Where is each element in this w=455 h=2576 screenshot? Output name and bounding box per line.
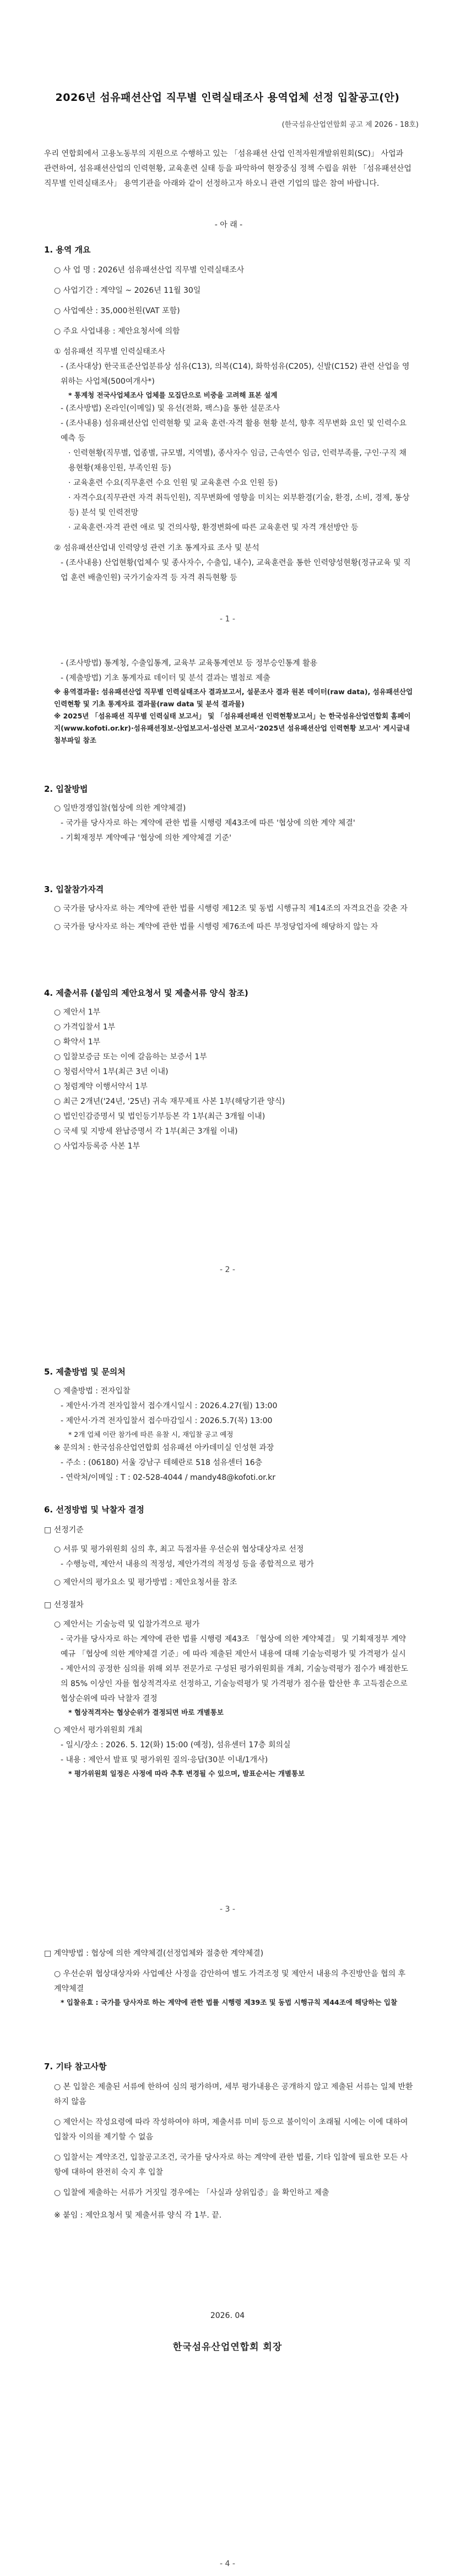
document-item: ○ 청렴계약 이행서약서 1부: [54, 1082, 148, 1091]
note-item: ○ 입찰에 제출하는 서류가 거짓일 경우에는 「사실과 상위입증」을 확인하고 제출: [54, 2188, 329, 2197]
bid-method-item: - 국가를 당사자로 하는 계약에 관한 법률 시행령 제43조에 따른 '협상에 의한 계약 체결': [61, 819, 355, 828]
issuer-signature: 한국섬유산업연합회 회장: [172, 2342, 283, 2353]
contract-item: ○ 우선순위 협상대상자와 사업예산 사정을 감안하여 별도 가격조정 및 제안서 내용의 추진방안을 협의 후 계약체결: [54, 1969, 406, 1993]
submission-item: - 제안서·가격 전자입찰서 접수개시일시 : 2026.4.27(월) 13:00: [61, 1402, 278, 1410]
section-4: [44, 986, 413, 1154]
document-item: ○ 국세 및 지방세 완납증명서 각 1부(최근 3개월 이내): [54, 1127, 238, 1136]
page-2: [0, 634, 455, 1285]
overview-item: ○ 주요 사업내용 : 제안요청서에 의함: [54, 327, 180, 336]
sub-2-title: ② 섬유패션산업내 인력양성 관련 기초 통계자료 조사 및 분석: [54, 544, 259, 552]
document-item: ○ 법인인감증명서 및 법인등기부등본 각 1부(최근 3개월 이내): [54, 1112, 266, 1121]
document-item: ○ 입찰보증금 또는 이에 갈음하는 보증서 1부: [54, 1053, 207, 1061]
page-number: - 3 -: [220, 1905, 235, 1914]
cont-line: ※ 2025년 「섬유패션 직무별 인력실태 보고서」 및 「섬유패션패션 인력현황보고서」는 한국섬유산업연합회 홈페이지(www.kofoti.or.kr)·섬유패션정보·산업보고서·섬산련 보고서·'2025년 섬유패션산업 인력현황 보고서' 게시글내 첨부파일 참조: [54, 712, 411, 744]
sub-1-line: · 인력현황(직무별, 업종별, 규모별, 지역별), 종사자수 임금, 근속연수 임금, 인력부족률, 구인·구직 채용현황(채용인원, 부족인원 등): [68, 449, 407, 473]
sub-1-line: · 교육훈련 수요(직무훈련 수요 인원 및 교육훈련 수요 인원 등): [68, 479, 278, 487]
intro-paragraph: 우리 연합회에서 고용노동부의 지원으로 수행하고 있는 「섬유패션 산업 인적자원개발위원회(SC)」 사업과 관련하여, 섬유패션산업의 인력현황, 교육훈련 실태 등을 파악하여 현장중심 정책 수립을 위한 「섬유패션산업 직무별 인력실태조사」 용역기관을 아래와 같이 선정하고자 하오니 관련 기업의 많은 참여 바랍니다.: [44, 149, 411, 188]
section-1-title: 1. 용역 개요: [44, 245, 91, 255]
section-3: [44, 882, 413, 935]
document-item: ○ 청렴서약서 1부(최근 3년 이내): [54, 1067, 169, 1076]
criteria-item: ○ 서류 및 평가위원회 심의 후, 최고 득점자를 우선순위 협상대상자로 선정: [54, 1545, 304, 1554]
overview-item: ○ 사업예산 : 35,000천원(VAT 포함): [54, 307, 180, 315]
section-6: [44, 1502, 413, 1780]
submission-item: * 2개 업체 이란 참가에 따른 유찰 시, 재입찰 공고 예정: [68, 1430, 234, 1439]
criteria-item: ○ 제안서의 평가요소 및 평가방법 : 제안요청서를 참조: [54, 1578, 237, 1587]
section-2: [44, 782, 413, 846]
contract-method-title: □ 계약방법 : 협상에 의한 계약체결(선정업체와 절충한 계약체결): [44, 1949, 264, 1958]
page-3: [0, 1285, 455, 1924]
document-item: ○ 가격입찰서 1부: [54, 1023, 116, 1032]
section-6-title: 6. 선정방법 및 낙찰자 결정: [44, 1505, 144, 1515]
note-item: ○ 입찰서는 계약조건, 입찰공고조건, 국가를 당사자로 하는 계약에 관한 법률, 기타 입찰에 필요한 모든 사항에 대하여 완전히 숙지 후 입찰: [54, 2153, 408, 2177]
submission-item: - 연락처/이메일 : T : 02-528-4044 / mandy48@kofoti.or.kr: [61, 1473, 275, 1482]
section-3-title: 3. 입찰참가자격: [44, 884, 104, 894]
page-number: - 4 -: [220, 2559, 235, 2568]
contract-item: * 입찰유효 : 국가를 당사자로 하는 계약에 관한 법률 시행령 제39조 및 동법 시행규칙 제44조에 해당하는 입찰: [61, 1998, 398, 2006]
bid-method-item: - 기획재정부 계약예규 '협상에 의한 계약체결 기준': [61, 834, 231, 842]
cont-line: ※ 용역결과물: 섬유패션산업 직무별 인력실태조사 결과보고서, 설문조사 결과 원본 데이터(raw data), 섬유패션산업 인력현황 및 기초 통계자료 결과물(raw data 및 분석 결과물): [54, 688, 413, 708]
sub-1-line: * 통계청 전국사업체조사 업체를 모집단으로 비중을 고려해 표본 설계: [68, 391, 278, 399]
document-title: 2026년 섬유패션산업 직무별 인력실태조사 용역업체 선정 입찰공고(안): [55, 92, 400, 104]
document-item: ○ 확약서 1부: [54, 1038, 101, 1046]
document-item: ○ 제안서 1부: [54, 1008, 101, 1017]
selection-process-title: □ 선정절차: [44, 1601, 84, 1609]
section-7: [44, 2059, 413, 2223]
sub-1-line: - (조사방법) 온라인(이메일) 및 유선(전화, 팩스)을 통한 설문조사: [61, 404, 280, 413]
submission-item: ※ 문의처 : 한국섬유산업연합회 섬유패션 아카데미실 인성현 과장: [54, 1443, 274, 1452]
sub-1-line: - (조사내용) 섬유패션산업 인력현황 및 교육 훈련·자격 활용 현황 분석, 향후 직무변화 요인 및 인력수요 예측 등: [61, 419, 407, 443]
sub-1-title: ① 섬유패션 직무별 인력실태조사: [54, 347, 165, 356]
notice-number: (한국섬유산업연합회 공고 제 2026 - 18호): [281, 121, 419, 129]
section-2-title: 2. 입찰방법: [44, 784, 88, 794]
sub-1-line: · 자격수요(직무관련 자격 취득인원), 직무변화에 영향을 미치는 외부환경(기술, 환경, 소비, 경제, 통상 등) 분석 및 인력전망: [68, 493, 410, 517]
process-item: - 일시/장소 : 2026. 5. 12(화) 15:00 (예정), 섬유센터 17층 회의실: [61, 1741, 291, 1749]
process-item: * 평가위원회 일정은 사정에 따라 추후 변경될 수 있으며, 발표순서는 개별통보: [68, 1769, 305, 1778]
process-item: ○ 제안서 평가위원회 개최: [54, 1726, 143, 1735]
cont-line: - (제출방법) 기초 통계자료 데이터 및 분석 결과는 별첨로 제출: [61, 674, 270, 683]
process-item: ○ 제안서는 기술능력 및 입찰가격으로 평가: [54, 1620, 200, 1629]
attachment-note: ※ 붙임 : 제안요청서 및 제출서류 양식 각 1부. 끝.: [54, 2211, 222, 2220]
section-7-title: 7. 기타 참고사항: [44, 2062, 107, 2071]
page-number: - 1 -: [220, 615, 235, 624]
submission-item: ○ 제출방법 : 전자입찰: [54, 1387, 131, 1396]
page-number: - 2 -: [220, 1265, 235, 1274]
process-item: * 협상적격자는 협상순위가 결정되면 바로 개별통보: [68, 1708, 224, 1716]
cont-line: - (조사방법) 통계청, 수출입통계, 교육부 교육통계연보 등 정부승인통계 활용: [61, 659, 318, 668]
section-5: [44, 1365, 413, 1485]
submission-item: - 주소 : (06180) 서울 강남구 테헤란로 518 섬유센터 16층: [61, 1458, 263, 1467]
section-4-title: 4. 제출서류 (붙임의 제안요청서 및 제출서류 양식 참조): [44, 988, 248, 998]
sub-1-line: · 교육훈련·자격 관련 애로 및 건의사항, 환경변화에 따른 교육훈련 및 자격 개선방안 등: [68, 523, 359, 532]
overview-item: ○ 사 업 명 : 2026년 섬유패션산업 직무별 인력실태조사: [54, 266, 245, 275]
section-1: [44, 243, 413, 586]
submission-item: - 제안서·가격 전자입찰서 접수마감일시 : 2026.5.7(목) 13:00: [61, 1416, 273, 1425]
criteria-item: - 수행능력, 제안서 내용의 적정성, 제안가격의 적정성 등을 종합적으로 평가: [61, 1560, 314, 1569]
document-item: ○ 최근 2개년('24년, '25년) 귀속 재무제표 사본 1부(해당기관 양식): [54, 1097, 285, 1106]
selection-criteria-title: □ 선정기준: [44, 1526, 84, 1534]
section-5-title: 5. 제출방법 및 문의처: [44, 1367, 126, 1377]
section-1-continued: [44, 656, 413, 747]
page-4: [0, 1924, 455, 2576]
process-item: - 제안서의 공정한 심의를 위해 외부 전문가로 구성된 평가위원회를 개최, 기술능력평가 점수가 배점한도의 85% 이상인 자를 협상적격자로 선정하고, 기술능력평가 및 가격평가 점수를 합산한 후 고득점순으로 협상순위에 따라 낙찰자 결정: [61, 1665, 408, 1703]
page-1: [0, 0, 455, 634]
note-item: ○ 본 입찰은 제출된 서류에 한하여 심의 평가하며, 세부 평가내용은 공개하지 않고 제출된 서류는 일체 반환하지 않음: [54, 2083, 413, 2106]
sub-1-line: - (조사대상) 한국표준산업분류상 섬유(C13), 의복(C14), 화학섬유(C205), 신발(C152) 관련 산업을 영위하는 사업체(500여개사*): [61, 362, 410, 386]
process-item: - 내용 : 제안서 발표 및 평가위원 질의·응답(30분 이내/1개사): [61, 1756, 268, 1764]
announcement-date: 2026. 04: [210, 2311, 245, 2320]
contract-method: [44, 1946, 413, 2009]
qualification-item: ○ 국가를 당사자로 하는 계약에 관한 법률 시행령 제12조 및 동법 시행규칙 제14조의 자격요건을 갖춘 자: [54, 904, 408, 913]
overview-item: ○ 사업기간 : 계약일 ~ 2026년 11월 30일: [54, 286, 201, 295]
qualification-item: ○ 국가를 당사자로 하는 계약에 관한 법률 시행령 제76조에 따른 부정당업자에 해당하지 않는 자: [54, 922, 378, 931]
sub-2-line: - (조사내용) 산업현황(업체수 및 종사자수, 수출입, 내수), 교육훈련을 통한 인력양성현황(정규교육 및 직업 훈련 배출인원) 국가기술자격 등 자격 취득현황 등: [61, 559, 411, 582]
below-divider: - 아 래 -: [214, 221, 243, 229]
bid-method-item: ○ 일반경쟁입찰(협상에 의한 계약체결): [54, 804, 186, 813]
process-item: - 국가를 당사자로 하는 계약에 관한 법률 시행령 제43조 「협상에 의한 계약체결」 및 기획재정부 계약예규 「협상에 의한 계약체결 기준」에 따라 제출된 제안서 내용에 대해 기술능력평가 및 가격평가 실시: [61, 1635, 407, 1659]
document-item: ○ 사업자등록증 사본 1부: [54, 1142, 140, 1151]
note-item: ○ 제안서는 작성요령에 따라 작성하여야 하며, 제출서류 미비 등으로 불이익이 초래될 시에는 이에 대하여 입찰자 이의를 제기할 수 없음: [54, 2118, 408, 2142]
